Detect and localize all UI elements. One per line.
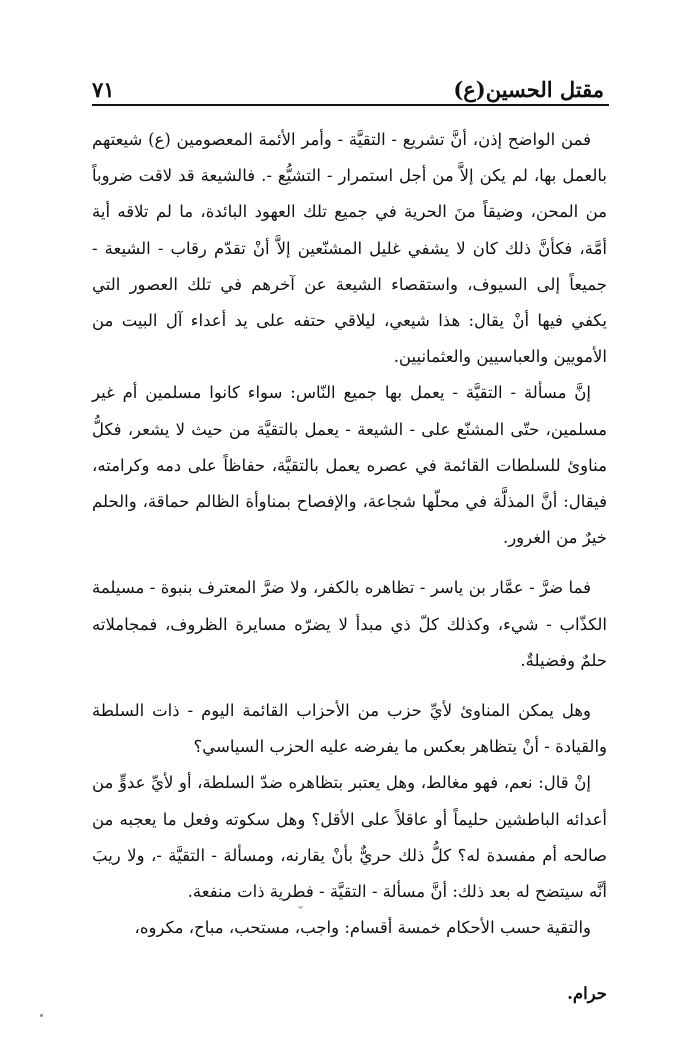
paragraph-6: والتقية حسب الأحكام خمسة أقسام: واجب، مستحب، مباح، مكروه، [134,918,591,938]
paragraph-4: وهل يمكن المناوئ لأيِّ حزب من الأحزاب القائمة اليوم - ذات السلطة والقيادة - أنْ يتظاهر بعكس ما يفرضه عليه الحزب السياسي؟ [92,701,607,757]
page-header [92,68,604,102]
header-rule [92,104,609,106]
paragraph-7: حرام. [567,984,607,1004]
scan-dot [40,1014,43,1017]
paragraph-2: إنَّ مسألة - التقيَّة - يعمل بها جميع النّاس: سواء كانوا مسلمين أم غير مسلمين، حتّى المشنّع على - الشيعة - يعمل بالتقيَّة من حيث لا يشعر، فكلُّ مناوئ للسلطات القائمة في عصره يعمل بالتقيَّة، حفاظاً على دمه وكرامته، فيقال: أنَّ المذلَّة في محلّها شجاعة، والإفصاح بمناوأة الظالم حماقة، والحلم خيرٌ من الغرور. [92,383,607,548]
body-text [92,122,607,1013]
paragraph-1: فمن الواضح إذن، أنَّ تشريع - التقيَّة - وأمر الأئمة المعصومين (ع) شيعتهم بالعمل بها، لم يكن إلاَّ من أجل استمرار - التشيُّع -. فالشيعة قد لاقت ضروباً من المحن، وضيقاً منَ الحرية في جميع تلك العهود البائدة، ما لم تلاقه أية أمَّة، فكأنَّ ذلك كان لا يشفي غليل المشنّعين إلاَّ أنْ تقدّم رقاب - الشيعة - جميعاً إلى السيوف، واستقصاء الشيعة عن آخرهم في تلك العصور التي يكفي فيها أنْ يقال: هذا شيعي، ليلاقي حتفه على يد أعداء آل البيت من الأمويين والعباسيين والعثمانيين. [92,130,607,367]
page-number: ٧١ [92,77,115,102]
paragraph-3: فما ضرَّ - عمَّار بن ياسر - تظاهره بالكفر، ولا ضرَّ المعترف بنبوة - مسيلمة الكذّاب - شيء، وكذلك كلّ ذي مبدأ لا يضرّه مسايرة الظروف، فمجاملاته حلمٌ وفضيلةٌ. [92,578,607,670]
running-title: مقتل الحسين(ع) [453,77,604,102]
paragraph-5: إنْ قال: نعم، فهو مغالط، وهل يعتبر بتظاهره ضدّ السلطة، أو لأيِّ عدوٍّ من أعدائه الباطشين حليماً أو عاقلاً على الأقل؟ وهل سكوته وفعل ما يعجبه من صالحه أم مفسدة له؟ كلُّ ذلك حريٌّ بأنْ يقارنه، ومسألة - التقيَّة -، ولا ريبَ أنَّه سيتضح له بعد ذلك: أنَّ مسألة - التقيَّة - فطرية ذات منفعة. [92,773,607,902]
stray-mark: ˇ [297,905,304,921]
